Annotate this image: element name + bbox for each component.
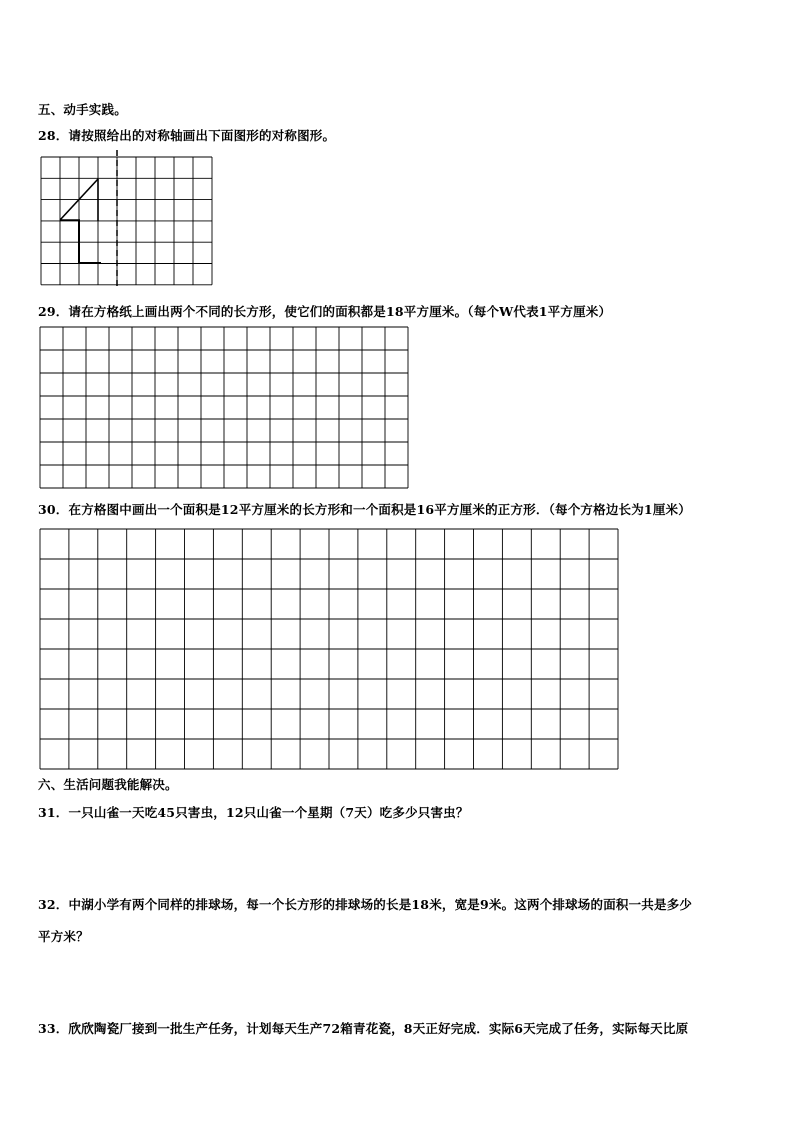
question-32-text-cont: 平方米？ [38, 929, 89, 944]
question-32-text: 32．中湖小学有两个同样的排球场，每一个长方形的排球场的长是18米，宽是9米。这两个排球场的面积一共是多少 [38, 897, 693, 912]
section-6-title: 六、生活问题我能解决。 [38, 777, 178, 792]
question-28-text: 28．请按照给出的对称轴画出下面图形的对称图形。 [38, 128, 336, 143]
question-31-text: 31．一只山雀一天吃45只害虫，12只山雀一个星期（7天）吃多少只害虫？ [38, 805, 469, 820]
grid-30 [40, 529, 618, 769]
grid-29 [40, 327, 408, 488]
question-33-text: 33．欣欣陶瓷厂接到一批生产任务，计划每天生产72箱青花瓷，8天正好完成．实际6天完成了任务，实际每天比原 [38, 1021, 689, 1036]
question-30-text: 30．在方格图中画出一个面积是12平方厘米的长方形和一个面积是16平方厘米的正方形．（每个方格边长为1厘米） [38, 502, 691, 517]
grid-28 [41, 157, 212, 285]
question-29-text: 29．请在方格纸上画出两个不同的长方形，使它们的面积都是18平方厘米。（每个W代表1平方厘米） [38, 304, 612, 319]
section-5-title: 五、动手实践。 [38, 102, 127, 117]
